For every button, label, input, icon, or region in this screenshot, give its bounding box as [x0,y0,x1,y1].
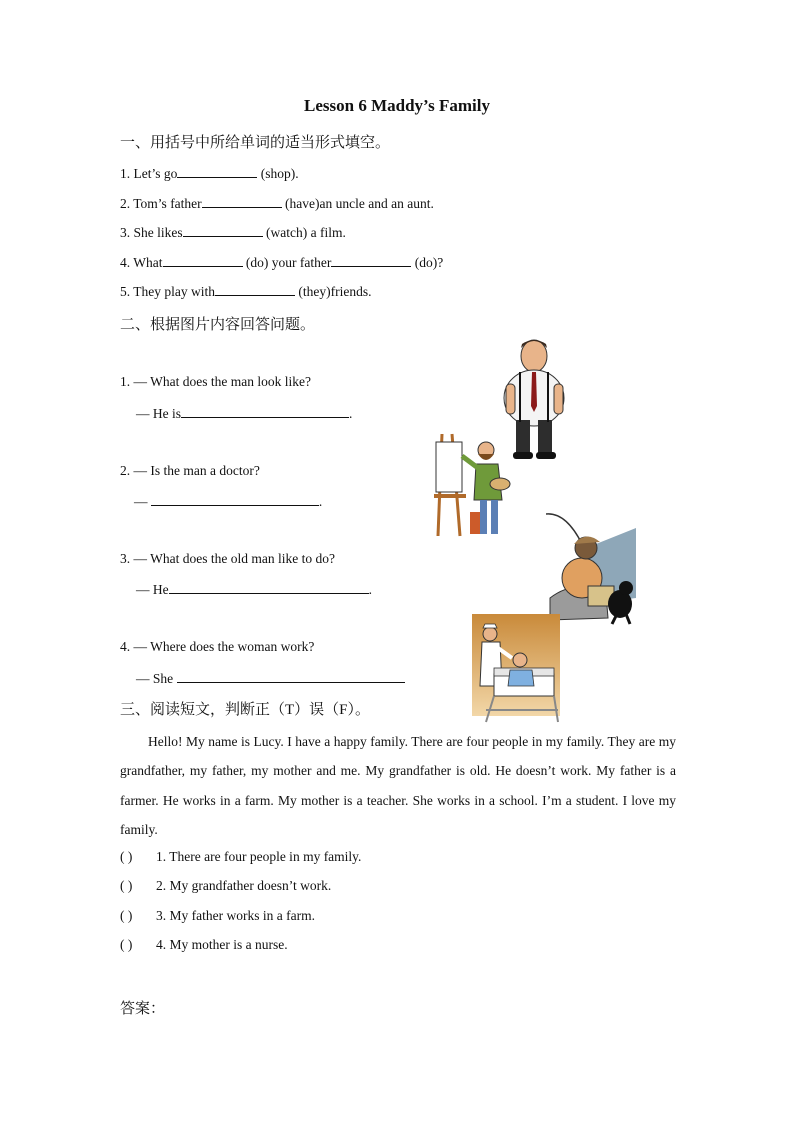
fill-item-1 [120,164,299,182]
nurse-picture [472,614,560,726]
fill-item-text: (do) your father [242,255,332,270]
answer-prefix: — He [136,582,169,597]
answer-blank[interactable] [169,580,369,594]
answer-prefix: — He is [136,406,181,421]
tf-statement: 3. My father works in a farm. [156,908,315,923]
tf-statement: 4. My mother is a nurse. [156,937,288,952]
answer-parentheses[interactable]: ( ) [120,849,133,864]
answer-line-1 [136,404,352,422]
question-2: 2. — Is the man a doctor? [120,463,260,478]
question-4: 4. — Where does the woman work? [120,639,315,654]
tf-statement: 2. My grandfather doesn’t work. [156,878,332,893]
fill-item-hint: (have)an uncle and an aunt. [281,196,434,211]
tf-item-3 [120,908,315,924]
answer-blank[interactable] [215,282,295,296]
answer-suffix: . [368,582,372,597]
answer-parentheses[interactable]: ( ) [120,937,133,952]
answer-parentheses[interactable]: ( ) [120,908,133,923]
fill-item-hint: (watch) a film. [262,225,346,240]
section-2-heading: 二、根据图片内容回答问题。 [120,317,316,333]
answer-blank[interactable] [183,223,263,237]
fill-item-4 [120,253,443,271]
tf-item-2 [120,878,331,894]
tf-item-4 [120,937,288,953]
painter-picture [434,432,520,540]
answer-blank[interactable] [151,492,319,506]
answer-suffix: . [318,494,323,509]
answer-blank[interactable] [202,194,282,208]
answer-line-4 [136,669,405,687]
answer-prefix: — [134,494,148,509]
question-1: 1. — What does the man look like? [120,374,311,389]
answer-blank[interactable] [177,669,405,683]
passage-text: Hello! My name is Lucy. I have a happy family. There are four people in my family. They are my grandfather, my father, my mother and me. My grandfather is old. He doesn’t work. My father is a farmer. He works in a farm. My mother is a teacher. She works in a school. I’m a student. I love my family. [120,734,676,838]
section-3-heading: 三、阅读短文，判断正（T）误（F）。 [120,702,371,718]
fill-item-text: 3. She likes [120,225,183,240]
reading-passage [120,727,676,845]
answer-prefix: — She [136,671,174,686]
answer-blank[interactable] [331,253,411,267]
fishing-man-picture [546,508,636,626]
answer-blank[interactable] [181,404,349,418]
fill-item-3 [120,223,346,241]
question-3: 3. — What does the old man like to do? [120,551,335,566]
fill-item-hint: (they)friends. [295,284,372,299]
fill-item-2 [120,194,434,212]
page-title: Lesson 6 Maddy’s Family [304,96,490,115]
fill-item-5 [120,282,371,300]
answer-key-label: 答案： [120,1001,166,1017]
answer-parentheses[interactable]: ( ) [120,878,133,893]
fill-item-text: 1. Let’s go [120,166,178,181]
fill-item-text: 5. They play with [120,284,215,299]
answer-blank[interactable] [177,164,257,178]
answer-line-3 [136,580,372,598]
answer-line-2 [134,492,322,510]
fill-item-text: 2. Tom’s father [120,196,202,211]
fill-item-hint: (shop). [257,166,299,181]
tf-statement: 1. There are four people in my family. [156,849,362,864]
fill-item-text: 4. What [120,255,163,270]
fill-item-hint: (do)? [411,255,444,270]
answer-suffix: . [349,406,353,421]
section-1-heading: 一、用括号中所给单词的适当形式填空。 [120,135,391,151]
answer-blank[interactable] [163,253,243,267]
tf-item-1 [120,849,361,865]
